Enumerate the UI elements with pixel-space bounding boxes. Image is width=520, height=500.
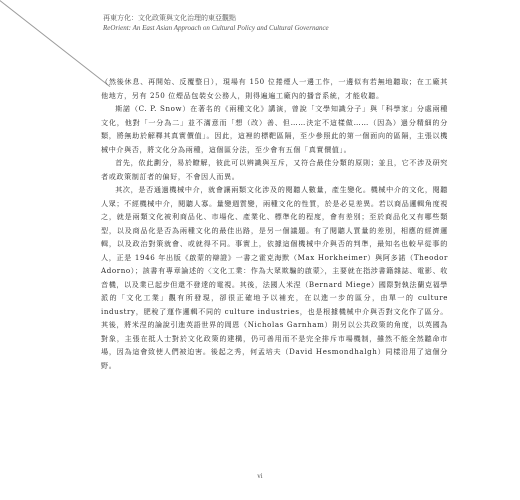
page-number: vi	[257, 472, 263, 480]
running-head-title-zh: 再東方化：文化政策與文化治理的東亞觀點	[103, 14, 236, 22]
running-head-title-en: ReOrient: An East Asian Approach on Cultural Policy and Cultural Governance	[103, 24, 329, 32]
paragraph-1: （然後休息、再開始、反覆整日），現場有 150 位捲煙人一邊工作，一邊似有若無地聽取；在工廠其他地方，另有 250 位煙品包裝女公務人，則得遍遍工廠內的播音系統，才能收聽。	[101, 77, 448, 100]
corner-rule-line	[0, 0, 110, 87]
paragraph-2: 斯諾（C. P. Snow）在著名的《兩種文化》講演，曾說「文學知識分子」與「科學家」分處兩種文化，他對「一分為二」並不滿意而「想（改）善、但……決定不這樣做……（因為）過分精細的分類，將無助於解釋其真實價值」。因此，這裡的標靶區隔，至少參照此的第一個面向的區隔，主張以機械中介與否，將文化分為兩種，這個區分法，至少會有五個「真實價值」。	[101, 104, 448, 154]
paragraph-3: 首先，依此劃分，易於瞭解，彼此可以辨識與互斥，又符合最佳分類的原則；並且，它不涉及研究者或政策制訂者的偏好，不會因人而異。	[101, 158, 448, 181]
paragraph-4: 其次，是否通過機械中介，就會讓兩類文化涉及的閱聽人數量，產生變化。機械中介的文化，閱聽人眾；不經機械中介，閱聽人寡。量變週質變，兩種文化的性質，於是必見差異。若以商品邏輯角度視之，就是兩類文化被利商品化、市場化、產業化、標準化的程度，會有差別；至於商品化又有哪些類型，以及商品化是否為兩種文化的最佳出路，是另一個議題。有了閱聽人質量的差別，相應的經濟邏輯，以及政治對策就會、或就得不同。事實上，依據這個機械中介與否的判準，最知名也較早從事的人，正是 1946 年出版《啟蒙的辯證》一書之霍克海默（Max Horkheimer）與阿多諾（Theodor Adorno）；該書有專章論述的〈文化工業：作為大眾欺騙的啟蒙〉，主要就在指涉書籍雜誌、電影、收音機，以及業已起步但還不發達的電視。其後，法國人米涅（Bernard Miege）國際對執法蘭克福學派的「文化工業」觀有所發現，卻很正確地予以補充，在以進一步的區分，由單一的 culture industry，肥稅了運作邏輯不同的 culture industries，也是根據機械中介與否對文化作了區分。其後，將米涅的論說引進英語世界的岡恩（Nicholas Garnham）則另以公共政策的角度，以英國為對象，主張在抵人士對於文化政策的建構，仍可善用而不是完全排斥市場機制，雖然不能全然聽命市場，因為這會致使人們被迫害。後起之秀，何孟培夫（David Hesmondhalgh）同樣沿用了這個分野。	[101, 185, 448, 370]
running-head	[103, 13, 463, 33]
body-text	[101, 75, 448, 372]
